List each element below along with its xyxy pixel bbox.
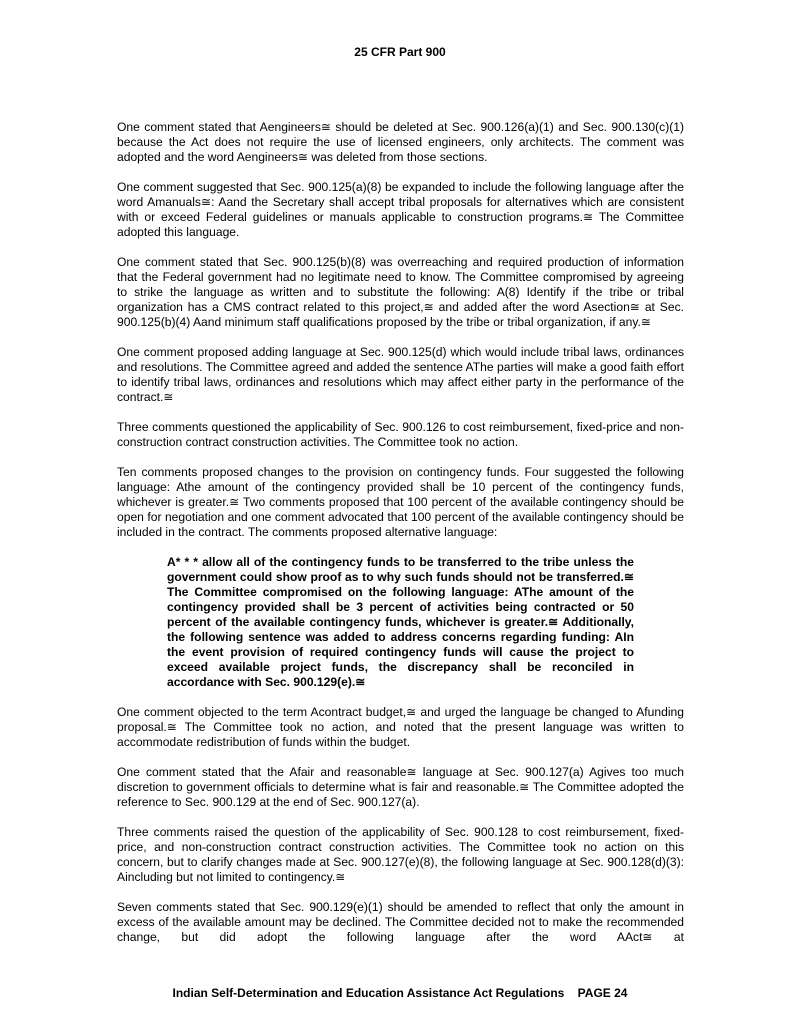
page-footer: Indian Self-Determination and Education Assistance Act Regulations PAGE 24 (172, 986, 628, 1000)
paragraph: One comment stated that Aengineers≅ should be deleted at Sec. 900.126(a)(1) and Sec. 900.130(c)(1) because the Act does not require the use of licensed engineers, only architects. The comment was adopted and the word Aengineers≅ was deleted from those sections. (117, 120, 684, 164)
document-body (117, 120, 684, 960)
paragraph: One comment stated that Sec. 900.125(b)(8) was overreaching and required production of information that the Federal government had no legitimate need to know. The Committee compromised by agreeing to strike the language as written and to substitute the following: A(8) Identify if the tribe or tribal organization has a CMS contract related to this project,≅ and added after the word Asection≅ at Sec. 900.125(b)(4) Aand minimum staff qualifications proposed by the tribe or tribal organization, if any.≅ (117, 255, 684, 329)
paragraph: Ten comments proposed changes to the provision on contingency funds. Four suggested the following language: Athe amount of the contingency provided shall be 10 percent of the contingency funds, whichever is greater.≅ Two comments proposed that 100 percent of the available contingency should be open for negotiation and one comment advocated that 100 percent of the available contingency should be included in the contract. The comments proposed alternative language: (117, 465, 684, 539)
page-header: 25 CFR Part 900 (354, 45, 446, 59)
block-quote: A* * * allow all of the contingency funds to be transferred to the tribe unless the government could show proof as to why such funds should not be transferred.≅ The Committee compromised on the following language: AThe amount of the contingency provided shall be 3 percent of activities being contracted or 50 percent of the available contingency funds, whichever is greater.≅ Additionally, the following sentence was added to address concerns regarding funding: AIn the event provision of required contingency funds will cause the project to exceed available project funds, the discrepancy shall be reconciled in accordance with Sec. 900.129(e).≅ (167, 555, 634, 689)
paragraph: One comment proposed adding language at Sec. 900.125(d) which would include tribal laws, ordinances and resolutions. The Committee agreed and added the sentence AThe parties will make a good faith effort to identify tribal laws, ordinances and resolutions which may affect either party in the performance of the contract.≅ (117, 345, 684, 404)
paragraph: Three comments raised the question of the applicability of Sec. 900.128 to cost reimbursement, fixed-price, and non-construction contract construction activities. The Committee took no action on this concern, but to clarify changes made at Sec. 900.127(e)(8), the following language at Sec. 900.128(d)(3): Aincluding but not limited to contingency.≅ (117, 825, 684, 884)
paragraph: One comment stated that the Afair and reasonable≅ language at Sec. 900.127(a) Agives too much discretion to government officials to determine what is fair and reasonable.≅ The Committee adopted the reference to Sec. 900.129 at the end of Sec. 900.127(a). (117, 765, 684, 809)
paragraph: Seven comments stated that Sec. 900.129(e)(1) should be amended to reflect that only the amount in excess of the available amount may be declined. The Committee decided not to make the recommended change, but did adopt the following language after the word AAct≅ at (117, 900, 684, 944)
paragraph: One comment suggested that Sec. 900.125(a)(8) be expanded to include the following language after the word Amanuals≅: Aand the Secretary shall accept tribal proposals for alternatives which are consistent with or exceed Federal guidelines or manuals applicable to construction programs.≅ The Committee adopted this language. (117, 180, 684, 239)
paragraph: Three comments questioned the applicability of Sec. 900.126 to cost reimbursement, fixed-price and non-construction contract construction activities. The Committee took no action. (117, 420, 684, 449)
paragraph: One comment objected to the term Acontract budget,≅ and urged the language be changed to Afunding proposal.≅ The Committee took no action, and noted that the present language was written to accommodate redistribution of funds within the budget. (117, 705, 684, 749)
